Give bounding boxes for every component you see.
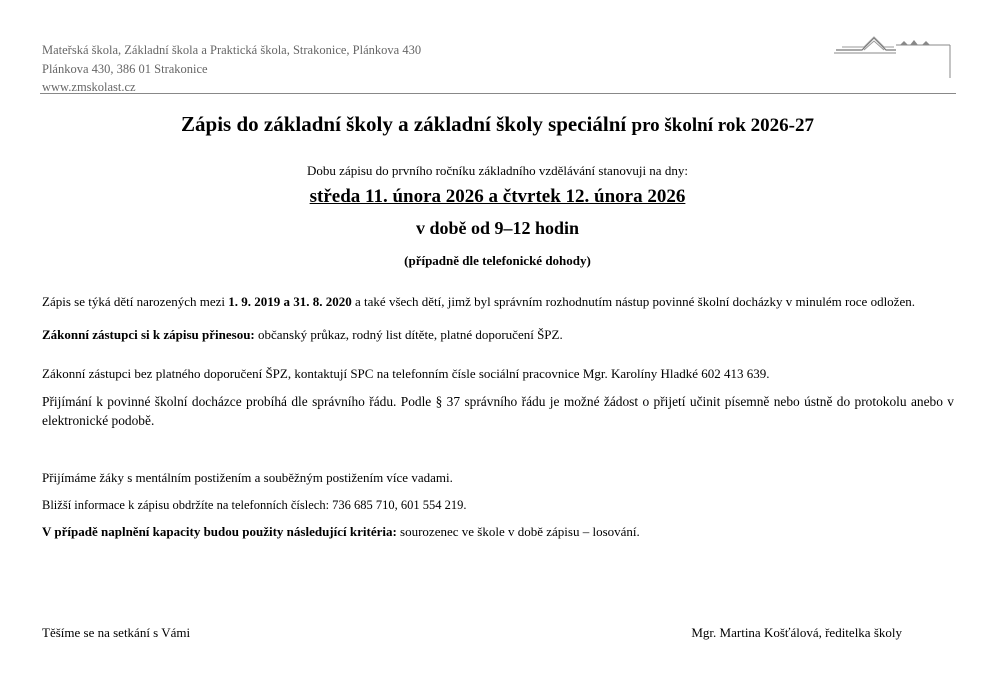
school-address: Plánkova 430, 386 01 Strakonice <box>42 61 208 76</box>
header-divider <box>40 93 956 94</box>
capacity-criteria-label: V případě naplnění kapacity budou použity následující kritéria: <box>42 524 397 539</box>
title-school-year: pro školní rok 2026-27 <box>631 115 814 136</box>
enrollment-hours: v době od 9–12 hodin <box>415 218 580 238</box>
school-header <box>42 41 421 97</box>
capacity-criteria-text: sourozenec ve škole v době zápisu – losování. <box>396 524 640 539</box>
required-documents-label: Zákonní zástupci si k zápisu přinesou: <box>42 327 255 342</box>
birth-date-range: 1. 9. 2019 a 31. 8. 2020 <box>228 294 352 309</box>
info-phone-paragraph: Bližší informace k zápisu obdržíte na telefonních číslech: 736 685 710, 601 554 219. <box>42 498 467 512</box>
required-documents-paragraph <box>42 325 954 344</box>
footer-signature: Mgr. Martina Košťálová, ředitelka školy <box>691 625 902 640</box>
eligibility-text-end: a také všech dětí, jimž byl správním rozhodnutím nástup povinné školní docházky v minulém roce odložen. <box>351 294 915 309</box>
capacity-criteria-paragraph <box>42 522 954 541</box>
eligibility-paragraph <box>42 292 954 311</box>
footer-greeting: Těšíme se na setkání s Vámi <box>42 625 191 640</box>
admission-procedure-paragraph: Přijímání k povinné školní docházce probíhá dle správního řádu. Podle § 37 správního řádu je možné žádost o přijetí učinit písemně nebo ústně do protokolu anebo v elektronické podobě. <box>42 394 954 428</box>
spc-contact-paragraph: Zákonní zástupci bez platného doporučení ŠPZ, kontaktují SPC na telefonním čísle sociální pracovnice Mgr. Karolíny Hladké 602 413 639. <box>42 366 770 381</box>
page-title <box>0 112 995 137</box>
school-name: Mateřská škola, Základní škola a Praktická škola, Strakonice, Plánkova 430 <box>42 43 422 57</box>
eligibility-text-start: Zápis se týká dětí narozených mezi <box>42 294 229 309</box>
accepted-pupils-paragraph: Přijímáme žáky s mentálním postižením a souběžným postižením více vadami. <box>42 470 453 485</box>
title-main: Zápis do základní školy a základní školy speciální <box>181 112 627 136</box>
required-documents-list: občanský průkaz, rodný list dítěte, platné doporučení ŠPZ. <box>254 327 563 342</box>
school-website-link[interactable]: www.zmskolast.cz <box>42 80 136 94</box>
enrollment-dates: středa 11. února 2026 a čtvrtek 12. února 2026 <box>309 186 686 207</box>
phone-arrangement-note: (případně dle telefonické dohody) <box>404 253 591 268</box>
school-roof-logo-icon <box>834 33 956 79</box>
enrollment-intro: Dobu zápisu do prvního ročníku základního vzdělávání stanovuji na dny: <box>307 163 688 178</box>
